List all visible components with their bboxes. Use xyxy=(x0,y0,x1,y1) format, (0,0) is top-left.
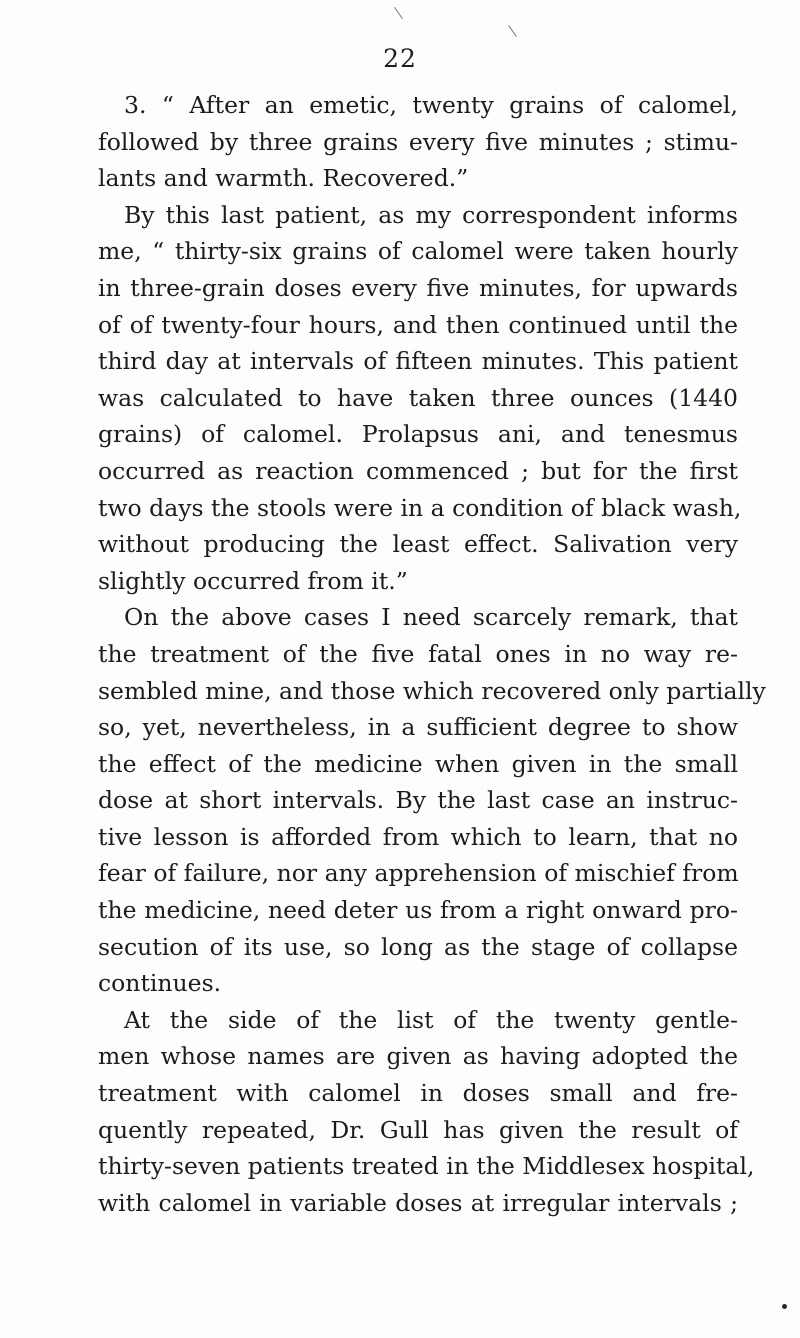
text-line: quently repeated, Dr. Gull has given the result of xyxy=(98,1115,738,1144)
text-line: without producing the least effect. Salivation very xyxy=(98,530,738,559)
text-line: the effect of the medicine when given in the small xyxy=(98,749,738,778)
text-line: third day at intervals of fifteen minutes. This patient xyxy=(98,347,738,376)
text-line: treatment with calomel in doses small and fre- xyxy=(98,1079,738,1108)
text-line: the medicine, need deter us from a right onward pro- xyxy=(98,896,738,925)
text-line: followed by three grains every five minutes ; stimu- xyxy=(98,127,738,156)
text-line: thirty-seven patients treated in the Middlesex hospital, xyxy=(98,1152,755,1181)
text-line: lants and warmth. Recovered.” xyxy=(98,164,469,193)
text-line: of of twenty-four hours, and then continued until the xyxy=(98,310,738,339)
text-line: On the above cases I need scarcely remark, that xyxy=(124,603,738,632)
text-line: fear of failure, nor any apprehension of mischief from xyxy=(98,859,739,888)
text-line: sembled mine, and those which recovered only partially xyxy=(98,676,766,705)
text-line: continues. xyxy=(98,969,222,998)
body-text xyxy=(98,87,766,1221)
text-line: By this last patient, as my correspondent informs xyxy=(124,200,738,229)
text-line: occurred as reaction commenced ; but for the first xyxy=(98,456,738,485)
text-line: with calomel in variable doses at irregular intervals ; xyxy=(98,1188,738,1217)
text-line: in three-grain doses every five minutes, for upwards xyxy=(98,273,738,302)
text-line: tive lesson is afforded from which to learn, that no xyxy=(98,822,738,851)
text-line: so, yet, nevertheless, in a sufficient degree to show xyxy=(98,713,738,742)
text-line: dose at short intervals. By the last case an instruc- xyxy=(98,786,738,815)
text-line: two days the stools were in a condition of black wash, xyxy=(98,493,742,522)
text-line: 3. “ After an emetic, twenty grains of calomel, xyxy=(124,91,738,119)
scan-mark xyxy=(508,25,517,37)
page-number: 22 xyxy=(383,44,417,73)
text-line: secution of its use, so long as the stage of collapse xyxy=(98,932,738,961)
text-line: was calculated to have taken three ounces (1440 xyxy=(98,383,738,412)
text-line: slightly occurred from it.” xyxy=(98,566,408,595)
text-line: At the side of the list of the twenty gentle- xyxy=(124,1005,738,1034)
text-line: grains) of calomel. Prolapsus ani, and tenesmus xyxy=(98,420,738,449)
text-line: me, “ thirty-six grains of calomel were taken hourly xyxy=(98,237,738,266)
text-line: the treatment of the five fatal ones in no way re- xyxy=(98,639,738,668)
text-line: men whose names are given as having adopted the xyxy=(98,1042,738,1071)
ink-speck xyxy=(782,1304,787,1309)
scan-mark xyxy=(394,7,403,19)
